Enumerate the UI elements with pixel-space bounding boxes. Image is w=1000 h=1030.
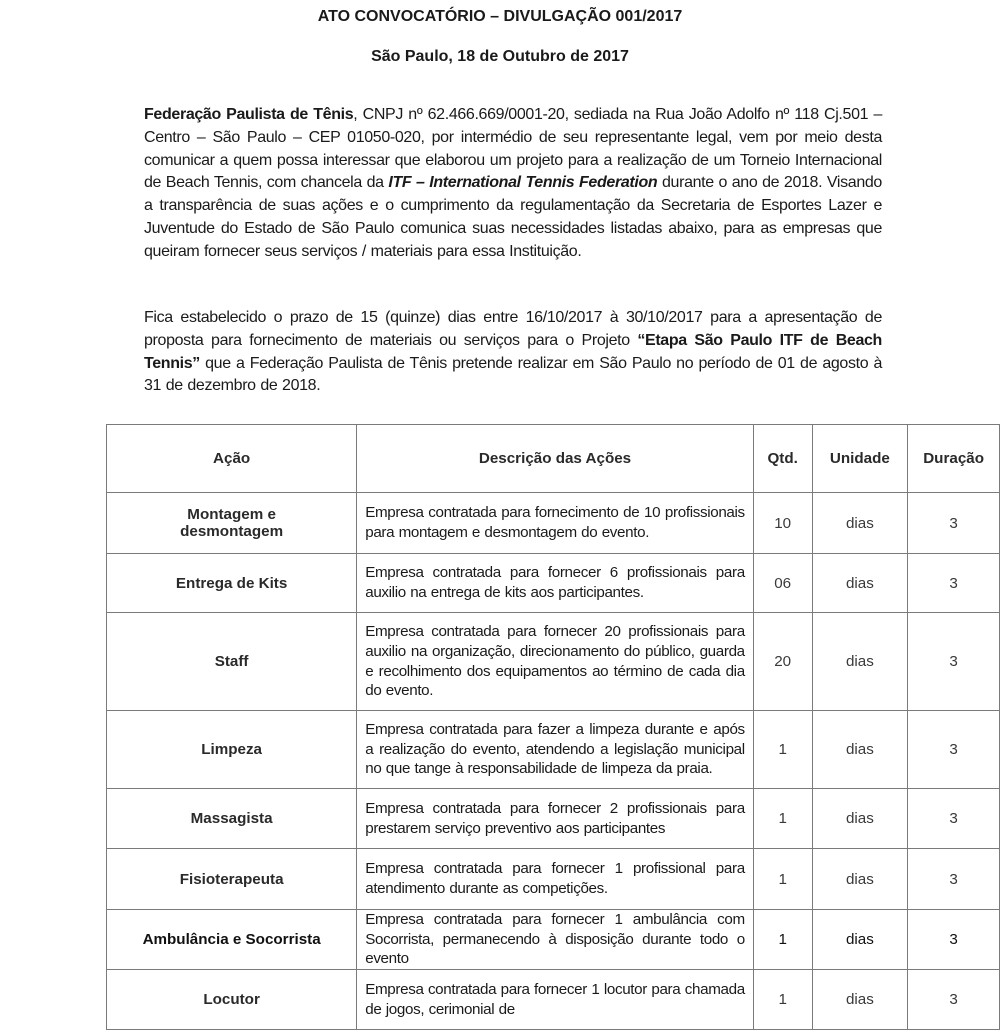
cell-qtd: 10 [753,493,812,554]
cell-acao: Entrega de Kits [107,554,357,613]
intro-text-b: durante o ano de 2018. Visando a transparência de suas ações e o cumprimento da regulamentação da Secretaria de Esportes Lazer e Juventude do Estado de São Paulo comunica suas necessidades listadas abaixo, para as empresas que queiram fornecer seus serviços / materiais para essa Instituição. [144,174,882,260]
deadline-paragraph [144,307,882,398]
header-qtd: Qtd. [753,425,812,493]
table-row [107,849,1000,910]
deadline-text-b: que a Federação Paulista de Tênis pretende realizar em São Paulo no período de 01 de agosto à 31 de dezembro de 2018. [144,354,882,395]
table-row [107,493,1000,554]
table-row [107,613,1000,711]
cell-qtd: 06 [753,554,812,613]
cell-unidade: dias [812,554,908,613]
cell-descricao: Empresa contratada para fornecer 6 profissionais para auxilio na entrega de kits aos participantes. [357,554,754,613]
cell-duracao: 3 [908,789,1000,849]
cell-qtd: 1 [753,910,812,970]
cell-descricao: Empresa contratada para fornecer 20 profissionais para auxilio na organização, direcionamento do público, guarda e recolhimento dos equipamentos ao término de cada dia do evento. [357,613,754,711]
cell-duracao: 3 [908,970,1000,1030]
deadline-text-a: Fica estabelecido o prazo de 15 (quinze) dias entre 16/10/2017 à 30/10/2017 para a apresentação de proposta para fornecimento de materiais ou serviços para o Projeto [144,309,882,349]
cell-unidade: dias [812,970,908,1030]
cell-unidade: dias [812,613,908,711]
cell-acao: Staff [107,613,357,711]
table-row [107,554,1000,613]
project-name: “Etapa São Paulo ITF de Beach Tennis” [144,331,882,372]
cell-descricao: Empresa contratada para fornecimento de 10 profissionais para montagem e desmontagem do evento. [357,493,754,554]
cell-descricao: Empresa contratada para fornecer 2 profissionais para prestarem serviço preventivo aos participantes [357,789,754,849]
cell-qtd: 1 [753,711,812,789]
table-row [107,910,1000,970]
cell-qtd: 1 [753,849,812,910]
cell-duracao: 3 [908,554,1000,613]
cell-qtd: 1 [753,970,812,1030]
cell-qtd: 1 [753,789,812,849]
cell-duracao: 3 [908,493,1000,554]
header-unidade: Unidade [812,425,908,493]
intro-paragraph [144,104,882,264]
organization-name: Federação Paulista de Tênis [144,106,354,123]
cell-descricao: Empresa contratada para fornecer 1 locutor para chamada de jogos, cerimonial de [357,970,754,1030]
cell-acao: Massagista [107,789,357,849]
cell-acao: Montagem e desmontagem [107,493,357,554]
cell-unidade: dias [812,789,908,849]
actions-table [106,424,1000,1030]
cell-acao: Limpeza [107,711,357,789]
cell-duracao: 3 [908,849,1000,910]
cell-acao: Locutor [107,970,357,1030]
document-date: São Paulo, 18 de Outubro de 2017 [371,48,629,65]
cell-descricao: Empresa contratada para fazer a limpeza durante e após a realização do evento, atendendo a legislação municipal no que tange à responsabilidade de limpeza da praia. [357,711,754,789]
cell-qtd: 20 [753,613,812,711]
cell-duracao: 3 [908,711,1000,789]
cell-duracao: 3 [908,910,1000,970]
document-title: ATO CONVOCATÓRIO – DIVULGAÇÃO 001/2017 [317,8,683,25]
cell-acao: Fisioterapeuta [107,849,357,910]
table-row [107,789,1000,849]
cell-unidade: dias [812,711,908,789]
cell-descricao: Empresa contratada para fornecer 1 ambulância com Socorrista, permanecendo à disposição durante todo o evento [357,910,754,970]
cell-unidade: dias [812,910,908,970]
intro-text-a: , CNPJ nº 62.466.669/0001-20, sediada na Rua João Adolfo nº 118 Cj.501 – Centro – São Paulo – CEP 01050-020, por intermédio de seu representante legal, vem por meio desta comunicar a quem possa interessar que elaborou um projeto para a realização de um Torneio Internacional de Beach Tennis, com chancela da [144,106,882,192]
itf-name: ITF – International Tennis Federation [388,174,658,192]
table-header-row [107,425,1000,493]
table-row [107,711,1000,789]
cell-acao: Ambulância e Socorrista [107,910,357,970]
cell-descricao: Empresa contratada para fornecer 1 profissional para atendimento durante as competições. [357,849,754,910]
cell-duracao: 3 [908,613,1000,711]
header-duracao: Duração [908,425,1000,493]
header-descricao: Descrição das Ações [357,425,754,493]
header-acao: Ação [107,425,357,493]
cell-unidade: dias [812,493,908,554]
cell-unidade: dias [812,849,908,910]
